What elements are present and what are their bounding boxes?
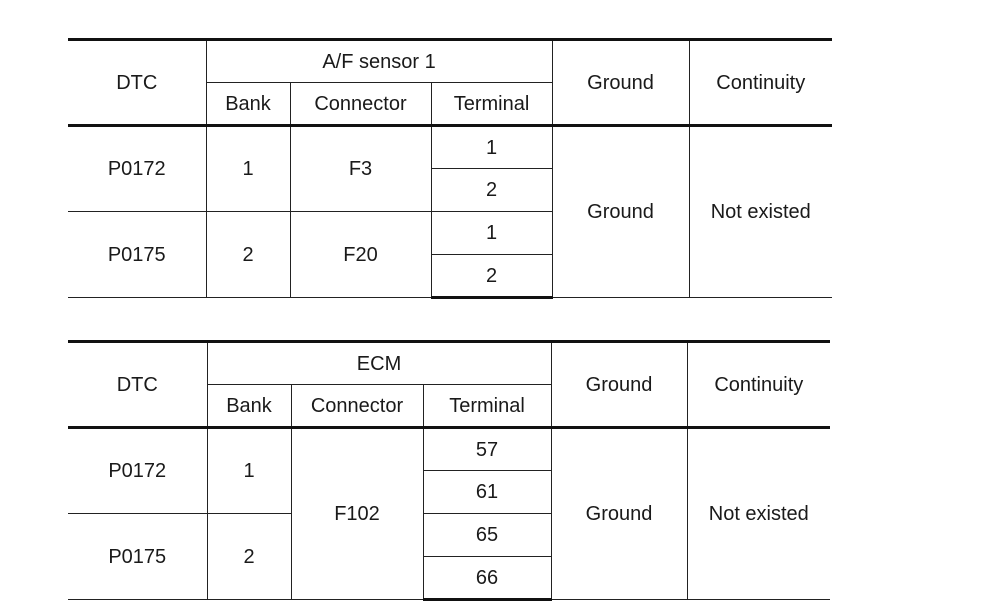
terminal-cell: 2	[431, 255, 552, 298]
af-sensor-table	[68, 38, 832, 299]
header-ground: Ground	[552, 40, 689, 126]
terminal-cell: 1	[431, 212, 552, 255]
bank-cell: 2	[207, 514, 291, 600]
dtc-cell: P0172	[68, 126, 206, 212]
terminal-cell: 1	[431, 126, 552, 169]
continuity-cell: Not existed	[689, 126, 832, 298]
header-af-sensor-1: A/F sensor 1	[206, 40, 552, 83]
terminal-cell: 66	[423, 557, 551, 600]
header-dtc: DTC	[68, 40, 206, 126]
terminal-cell: 61	[423, 471, 551, 514]
ground-cell: Ground	[551, 428, 687, 600]
continuity-cell: Not existed	[687, 428, 830, 600]
ground-cell: Ground	[552, 126, 689, 298]
header-continuity: Continuity	[687, 342, 830, 428]
header-terminal: Terminal	[423, 385, 551, 428]
dtc-cell: P0175	[68, 212, 206, 298]
header-connector: Connector	[290, 83, 431, 126]
terminal-cell: 57	[423, 428, 551, 471]
connector-cell: F3	[290, 126, 431, 212]
terminal-cell: 2	[431, 169, 552, 212]
ecm-table	[68, 340, 830, 601]
terminal-cell: 65	[423, 514, 551, 557]
dtc-cell: P0175	[68, 514, 207, 600]
header-connector: Connector	[291, 385, 423, 428]
dtc-cell: P0172	[68, 428, 207, 514]
header-continuity: Continuity	[689, 40, 832, 126]
connector-cell: F102	[291, 428, 423, 600]
bank-cell: 2	[206, 212, 290, 298]
header-bank: Bank	[206, 83, 290, 126]
bank-cell: 1	[206, 126, 290, 212]
connector-cell: F20	[290, 212, 431, 298]
header-ground: Ground	[551, 342, 687, 428]
header-bank: Bank	[207, 385, 291, 428]
header-ecm: ECM	[207, 342, 551, 385]
bank-cell: 1	[207, 428, 291, 514]
header-terminal: Terminal	[431, 83, 552, 126]
header-dtc: DTC	[68, 342, 207, 428]
